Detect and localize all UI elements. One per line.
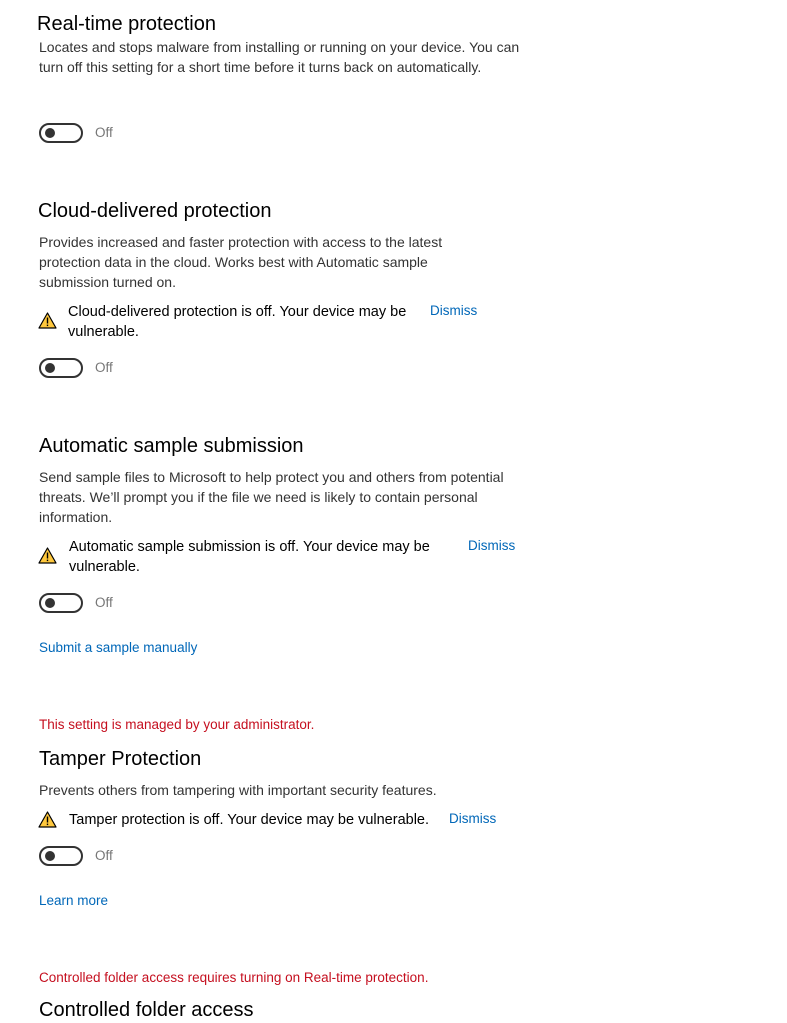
warning-triangle-icon bbox=[38, 811, 57, 828]
sample-toggle[interactable] bbox=[39, 593, 83, 613]
learn-more-link[interactable]: Learn more bbox=[39, 893, 109, 908]
sample-description: Send sample files to Microsoft to help protect you and others from potential threats. We’ll prompt you if the file we need is likely to contain personal information. bbox=[39, 469, 504, 525]
submit-sample-link[interactable]: Submit a sample manually bbox=[39, 640, 198, 655]
cloud-toggle[interactable] bbox=[39, 358, 83, 378]
cloud-warning-line1: Cloud-delivered protection is off. Your device may be bbox=[68, 304, 407, 320]
cloud-toggle-label: Off bbox=[95, 360, 113, 375]
toggle-knob bbox=[45, 128, 55, 138]
cloud-warning-text bbox=[68, 302, 406, 342]
sample-dismiss-button[interactable]: Dismiss bbox=[468, 538, 516, 553]
warning-triangle-icon bbox=[38, 547, 57, 564]
toggle-knob bbox=[45, 851, 55, 861]
controlled-folder-title: Controlled folder access bbox=[39, 999, 254, 1021]
toggle-knob bbox=[45, 363, 55, 373]
sample-toggle-label: Off bbox=[95, 595, 113, 610]
tamper-warning bbox=[38, 810, 518, 832]
sample-title: Automatic sample submission bbox=[39, 435, 304, 457]
tamper-toggle-label: Off bbox=[95, 848, 113, 863]
realtime-title: Real-time protection bbox=[37, 13, 216, 35]
cloud-dismiss-button[interactable]: Dismiss bbox=[430, 303, 478, 318]
sample-warning-text bbox=[69, 537, 430, 577]
tamper-dismiss-button[interactable]: Dismiss bbox=[449, 811, 497, 826]
toggle-knob bbox=[45, 598, 55, 608]
sample-warning bbox=[38, 537, 518, 577]
warning-triangle-icon bbox=[38, 312, 57, 329]
realtime-description: Locates and stops malware from installing or running on your device. You can turn off this setting for a short time before it turns back on automatically. bbox=[39, 39, 520, 75]
tamper-warning-text: Tamper protection is off. Your device may be vulnerable. bbox=[69, 812, 430, 828]
tamper-title: Tamper Protection bbox=[39, 748, 202, 770]
tamper-description: Prevents others from tampering with important security features. bbox=[39, 782, 437, 798]
admin-managed-note: This setting is managed by your administrator. bbox=[39, 717, 315, 732]
realtime-toggle-label: Off bbox=[95, 125, 113, 140]
sample-warning-line1: Automatic sample submission is off. Your device may be bbox=[69, 539, 430, 555]
cloud-description: Provides increased and faster protection with access to the latest protection data in the cloud. Works best with Automatic sample submission turned on. bbox=[39, 234, 443, 290]
cloud-title: Cloud-delivered protection bbox=[38, 200, 272, 222]
realtime-toggle[interactable] bbox=[39, 123, 83, 143]
sample-warning-line2: vulnerable. bbox=[69, 559, 140, 575]
tamper-toggle[interactable] bbox=[39, 846, 83, 866]
controlled-folder-note: Controlled folder access requires turning on Real-time protection. bbox=[39, 970, 429, 985]
cloud-warning-line2: vulnerable. bbox=[68, 324, 139, 340]
